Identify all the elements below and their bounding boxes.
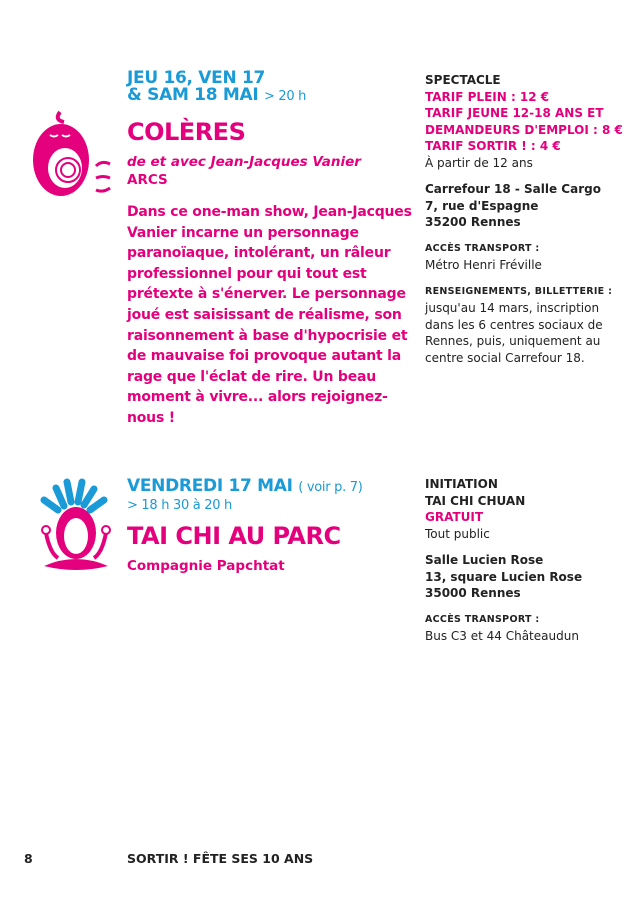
price: TARIF SORTIR ! : 4 € bbox=[425, 139, 561, 153]
date-line: JEU 16, VEN 17 bbox=[127, 68, 266, 88]
venue-line: 7, rue d'Espagne bbox=[425, 198, 539, 213]
event1-company: ARCS bbox=[127, 172, 168, 188]
venue-line: Carrefour 18 - Salle Cargo bbox=[425, 182, 601, 196]
transport: Bus C3 et 44 Châteaudun bbox=[425, 629, 579, 643]
category: TAI CHI CHUAN bbox=[425, 493, 526, 508]
transport: Métro Henri Fréville bbox=[425, 258, 542, 272]
info: jusqu'au 14 mars, inscription dans les 6 centres sociaux de Rennes, puis, uniquement au centre social Carrefour 18. bbox=[425, 301, 603, 365]
info-label: RENSEIGNEMENTS, BILLETTERIE : bbox=[425, 285, 613, 297]
price: TARIF PLEIN : 12 € bbox=[425, 89, 550, 104]
category: INITIATION bbox=[425, 477, 498, 491]
tai-chi-character-illustration bbox=[36, 478, 121, 573]
audience: Tout public bbox=[425, 526, 490, 541]
venue-line: 35000 Rennes bbox=[425, 586, 521, 600]
category: SPECTACLE bbox=[425, 73, 501, 87]
age-info: À partir de 12 ans bbox=[425, 155, 533, 170]
event1-date bbox=[127, 70, 306, 105]
price: GRATUIT bbox=[425, 510, 484, 524]
see-page-link[interactable]: ( voir p. 7) bbox=[298, 480, 363, 495]
date-line: & SAM 18 MAI bbox=[127, 85, 259, 105]
event1-byline: de et avec Jean-Jacques Vanier bbox=[127, 154, 361, 170]
transport-label: ACCÈS TRANSPORT : bbox=[425, 613, 540, 625]
event1-sidebar bbox=[425, 72, 625, 366]
venue-line: 35200 Rennes bbox=[425, 215, 521, 229]
event1-title: COLÈRES bbox=[127, 118, 246, 146]
venue-line: 13, square Lucien Rose bbox=[425, 569, 583, 584]
event1-description: Dans ce one-man show, Jean-Jacques Vanier incarne un personnage paranoïaque, intolérant, un râleur professionnel pour qui tout est prétexte à s'énerver. Le personnage joué est saisissant de réalisme, son raisonnement à base d'hypocrisie et de mauvaise foi provoque autant la rage que l'éclat de rire. Un beau moment à vivre... alors rejoignez-nous ! bbox=[127, 204, 412, 426]
venue-line: Salle Lucien Rose bbox=[425, 553, 544, 567]
event2-title: TAI CHI AU PARC bbox=[127, 522, 341, 550]
event-time: > 20 h bbox=[263, 89, 307, 104]
price: TARIF JEUNE 12-18 ANS ET DEMANDEURS D'EMPLOI : 8 € bbox=[425, 106, 623, 137]
event2-sidebar bbox=[425, 476, 625, 645]
page-number: 8 bbox=[24, 851, 33, 866]
date-line: VENDREDI 17 MAI bbox=[127, 476, 293, 496]
transport-label: ACCÈS TRANSPORT : bbox=[425, 242, 540, 254]
event2-date bbox=[127, 478, 362, 514]
angry-character-illustration bbox=[28, 108, 123, 203]
event-time: > 18 h 30 à 20 h bbox=[127, 498, 232, 513]
footer-title: SORTIR ! FÊTE SES 10 ANS bbox=[127, 851, 314, 866]
event2-company: Compagnie Papchtat bbox=[127, 558, 285, 574]
